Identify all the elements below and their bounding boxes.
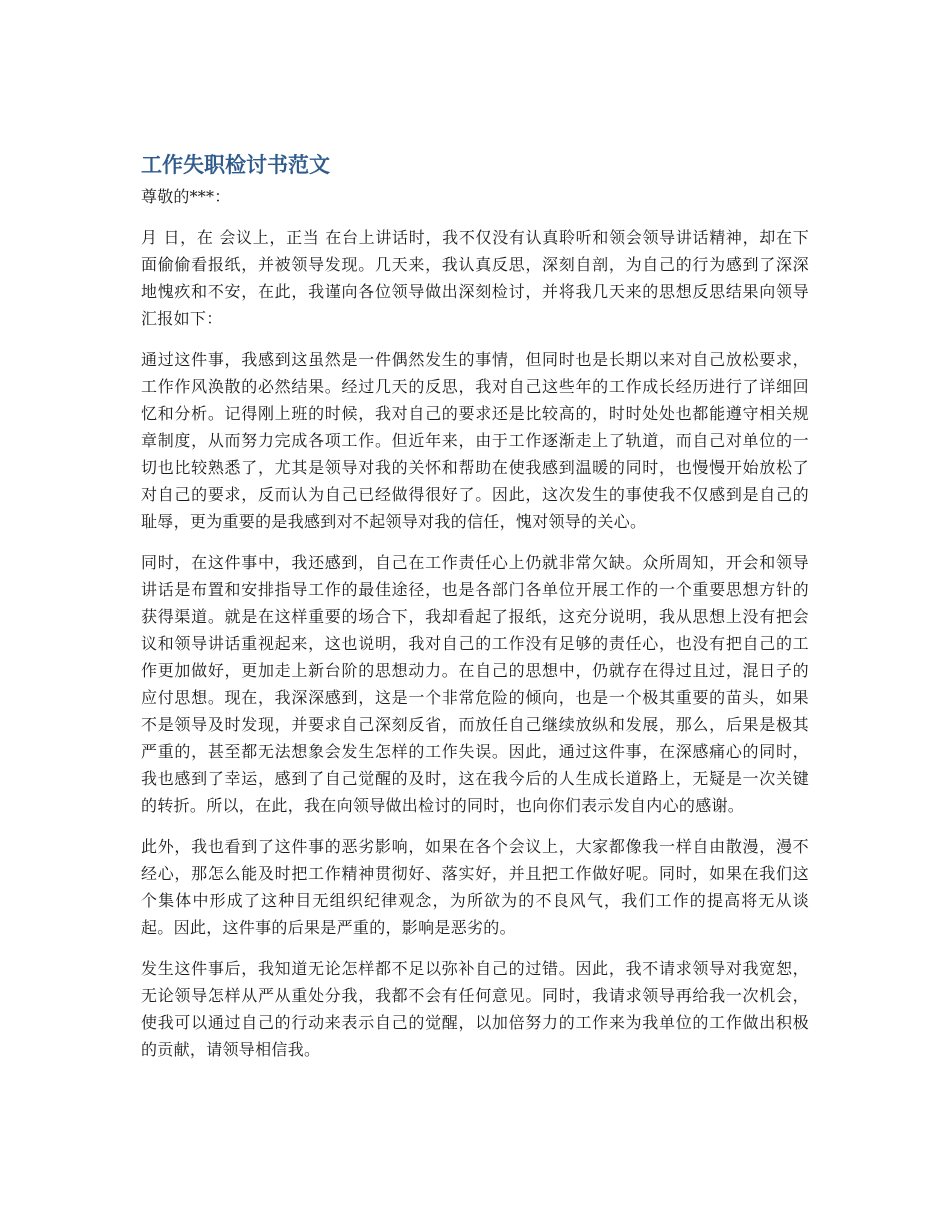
paragraph-4: 此外，我也看到了这件事的恶劣影响，如果在各个会议上，大家都像我一样自由散漫，漫不经心，那怎么能及时把工作精神贯彻好、落实好，并且把工作做好呢。同时，如果在我们这个集体中形成了这种目无组织纪律观念，为所欲为的不良风气，我们工作的提高将无从谈起。因此，这件事的后果是严重的，影响是恶劣的。 bbox=[141, 837, 809, 937]
paragraph-2: 通过这件事，我感到这虽然是一件偶然发生的事情，但同时也是长期以来对自己放松要求，工作作风涣散的必然结果。经过几天的反思，我对自己这些年的工作成长经历进行了详细回忆和分析。记得刚上班的时候，我对自己的要求还是比较高的，时时处处也都能遵守相关规章制度，从而努力完成各项工作。但近年来，由于工作逐渐走上了轨道，而自己对单位的一切也比较熟悉了，尤其是领导对我的关怀和帮助在使我感到温暖的同时，也慢慢开始放松了对自己的要求，反而认为自己已经做得很好了。因此，这次发生的事使我不仅感到是自己的耻辱，更为重要的是我感到对不起领导对我的信任，愧对领导的关心。 bbox=[141, 350, 809, 531]
paragraph-5: 发生这件事后，我知道无论怎样都不足以弥补自己的过错。因此，我不请求领导对我宽恕，无论领导怎样从严从重处分我，我都不会有任何意见。同时，我请求领导再给我一次机会，使我可以通过自己的行动来表示自己的觉醒，以加倍努力的工作来为我单位的工作做出积极的贡献，请领导相信我。 bbox=[141, 959, 809, 1059]
salutation: 尊敬的***： bbox=[141, 187, 231, 206]
document-body bbox=[141, 150, 809, 1063]
paragraph-3: 同时，在这件事中，我还感到，自己在工作责任心上仍就非常欠缺。众所周知，开会和领导讲话是布置和安排指导工作的最佳途径，也是各部门各单位开展工作的一个重要思想方针的获得渠道。就是在这样重要的场合下，我却看起了报纸，这充分说明，我从思想上没有把会议和领导讲话重视起来，这也说明，我对自己的工作没有足够的责任心，也没有把自己的工作更加做好，更加走上新台阶的思想动力。在自己的思想中，仍就存在得过且过，混日子的应付思想。现在，我深深感到，这是一个非常危险的倾向，也是一个极其重要的苗头，如果不是领导及时发现，并要求自己深刻反省，而放任自己继续放纵和发展，那么，后果是极其严重的，甚至都无法想象会发生怎样的工作失误。因此，通过这件事，在深感痛心的同时，我也感到了幸运，感到了自己觉醒的及时，这在我今后的人生成长道路上，无疑是一次关键的转折。所以，在此，我在向领导做出检讨的同时，也向你们表示发自内心的感谢。 bbox=[141, 553, 809, 815]
paragraph-1: 月 日，在 会议上，正当 在台上讲话时，我不仅没有认真聆听和领会领导讲话精神，却在下面偷偷看报纸，并被领导发现。几天来，我认真反思，深刻自剖，为自己的行为感到了深深地愧疚和不安，在此，我谨向各位领导做出深刻检讨，并将我几天来的思想反思结果向领导汇报如下： bbox=[141, 228, 809, 328]
document-title: 工作失职检讨书范文 bbox=[141, 153, 330, 177]
